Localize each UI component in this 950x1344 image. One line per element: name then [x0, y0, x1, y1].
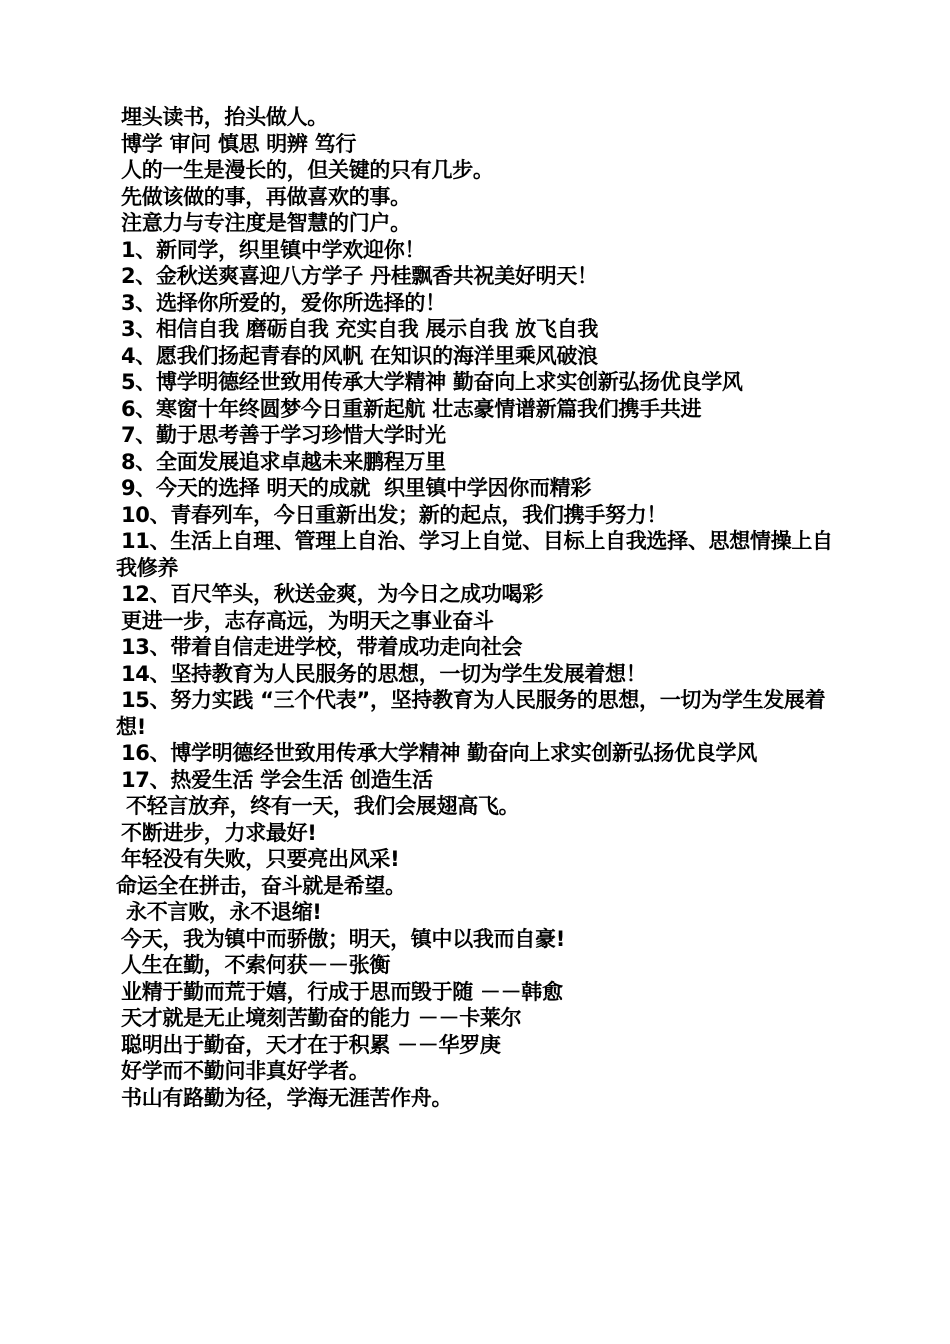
- text-line: 4、愿我们扬起青春的风帆 在知识的海洋里乘风破浪: [121, 343, 598, 368]
- text-line: 聪明出于勤奋，天才在于积累 －－华罗庚: [121, 1032, 501, 1057]
- text-line: 3、选择你所爱的，爱你所选择的！: [121, 290, 446, 315]
- text-line: 年轻没有失败，只要亮出风采!: [121, 847, 400, 871]
- text-line: 9、今天的选择 明天的成就 织里镇中学因你而精彩: [121, 476, 592, 500]
- text-line: 今天，我为镇中而骄傲；明天，镇中以我而自豪!: [121, 926, 565, 951]
- text-line: 15、努力实践 “三个代表”，坚持教育为人民服务的思想，一切为学生发展着想!: [116, 688, 826, 739]
- text-line: 5、博学明德经世致用传承大学精神 勤奋向上求实创新弘扬优良学风: [121, 370, 743, 394]
- text-line: 永不言败，永不退缩!: [126, 900, 322, 924]
- text-line: 人的一生是漫长的，但关键的只有几步。: [121, 158, 494, 182]
- text-line: 13、带着自信走进学校，带着成功走向社会: [121, 635, 523, 659]
- text-line: 6、寒窗十年终圆梦今日重新起航 壮志豪情谱新篇我们携手共进: [121, 396, 702, 421]
- text-line: 2、金秋送爽喜迎八方学子 丹桂飘香共祝美好明天！: [121, 264, 598, 288]
- text-line: 博学 审问 慎思 明辨 笃行: [121, 131, 357, 156]
- text-line: 注意力与专注度是智慧的门户。: [121, 211, 411, 235]
- text-line: 好学而不勤问非真好学者。: [121, 1059, 370, 1083]
- text-line: 14、坚持教育为人民服务的思想，一切为学生发展着想！: [121, 661, 647, 686]
- text-line: 命运全在拼击，奋斗就是希望。: [116, 873, 406, 898]
- text-line: 不轻言放弃，终有一天，我们会展翅高飞。: [126, 794, 520, 818]
- text-line: 天才就是无止境刻苦勤奋的能力 －－卡莱尔: [121, 1006, 522, 1030]
- text-line: 12、百尺竿头，秋送金爽，为今日之成功喝彩: [121, 582, 543, 606]
- text-line: 更进一步，志存高远，为明天之事业奋斗: [121, 608, 494, 633]
- text-line: 16、博学明德经世致用传承大学精神 勤奋向上求实创新弘扬优良学风: [121, 741, 757, 765]
- text-line: 不断进步，力求最好!: [121, 820, 317, 845]
- text-line: 埋头读书，抬头做人。: [121, 105, 328, 129]
- text-line: 10、青春列车，今日重新出发；新的起点，我们携手努力！: [121, 502, 668, 527]
- text-line: 书山有路勤为径，学海无涯苦作舟。: [121, 1085, 453, 1110]
- document-body: [116, 104, 836, 1111]
- text-line: 先做该做的事，再做喜欢的事。: [121, 184, 411, 209]
- text-line: 人生在勤，不索何获－－张衡: [121, 953, 391, 977]
- text-line: 3、相信自我 磨砺自我 充实自我 展示自我 放飞自我: [121, 317, 599, 341]
- text-line: 17、热爱生活 学会生活 创造生活: [121, 767, 433, 792]
- text-line: 1、新同学，织里镇中学欢迎你！: [121, 237, 426, 262]
- text-line: 业精于勤而荒于嬉，行成于思而毁于随 －－韩愈: [121, 979, 563, 1004]
- text-line: 11、生活上自理、管理上自治、学习上自觉、目标上自我选择、思想情操上自我修养: [116, 529, 833, 580]
- text-line: 7、勤于思考善于学习珍惜大学时光: [121, 423, 446, 447]
- text-line: 8、全面发展追求卓越未来鹏程万里: [121, 449, 446, 474]
